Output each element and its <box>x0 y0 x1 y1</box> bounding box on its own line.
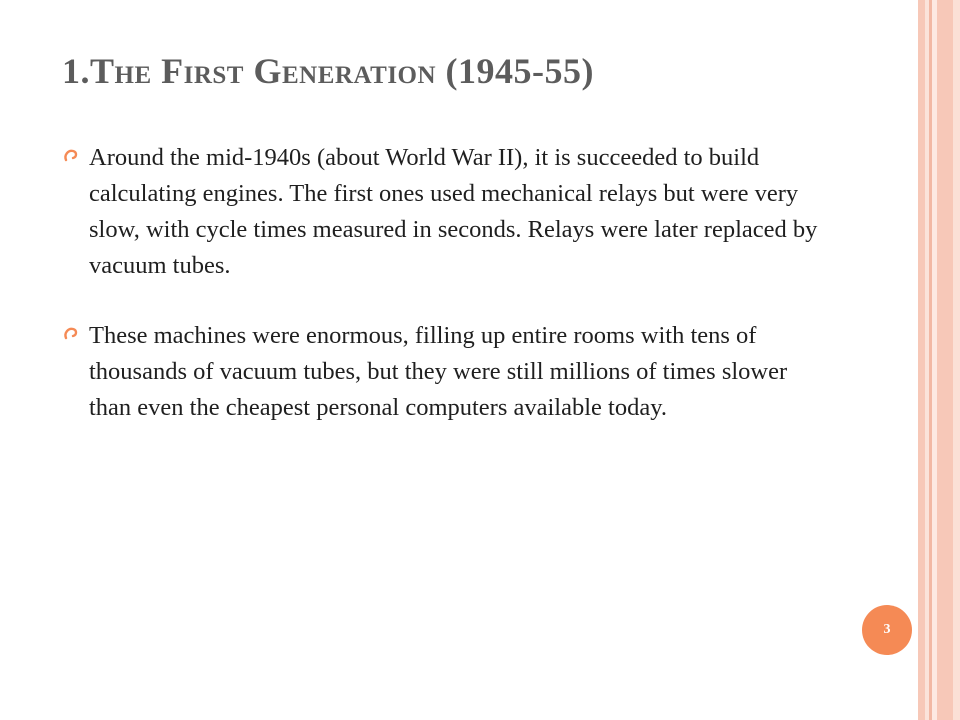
slide-title-text: The First Generation (1945-55) <box>90 51 595 91</box>
slide-title-number: 1. <box>62 51 90 91</box>
page-number-badge <box>862 605 912 655</box>
decorative-stripe <box>918 0 925 720</box>
bullet-item <box>62 318 822 426</box>
curl-bullet-icon <box>62 325 80 345</box>
slide-title <box>62 50 594 92</box>
decorative-stripe <box>953 0 960 720</box>
bullet-text: These machines were enormous, filling up entire rooms with tens of thousands of vacuum tubes, but they were still millions of times slower than even the cheapest personal computers available today. <box>89 322 788 421</box>
page-number: 3 <box>883 622 891 637</box>
decorative-stripe <box>937 0 953 720</box>
bullet-text: Around the mid-1940s (about World War II), it is succeeded to build calculating engines. The first ones used mechanical relays but were very slow, with cycle times measured in seconds. Relays were later replaced by vacuum tubes. <box>89 144 818 279</box>
bullet-item <box>62 140 822 284</box>
curl-bullet-icon <box>62 147 80 167</box>
bullet-list <box>62 140 822 460</box>
